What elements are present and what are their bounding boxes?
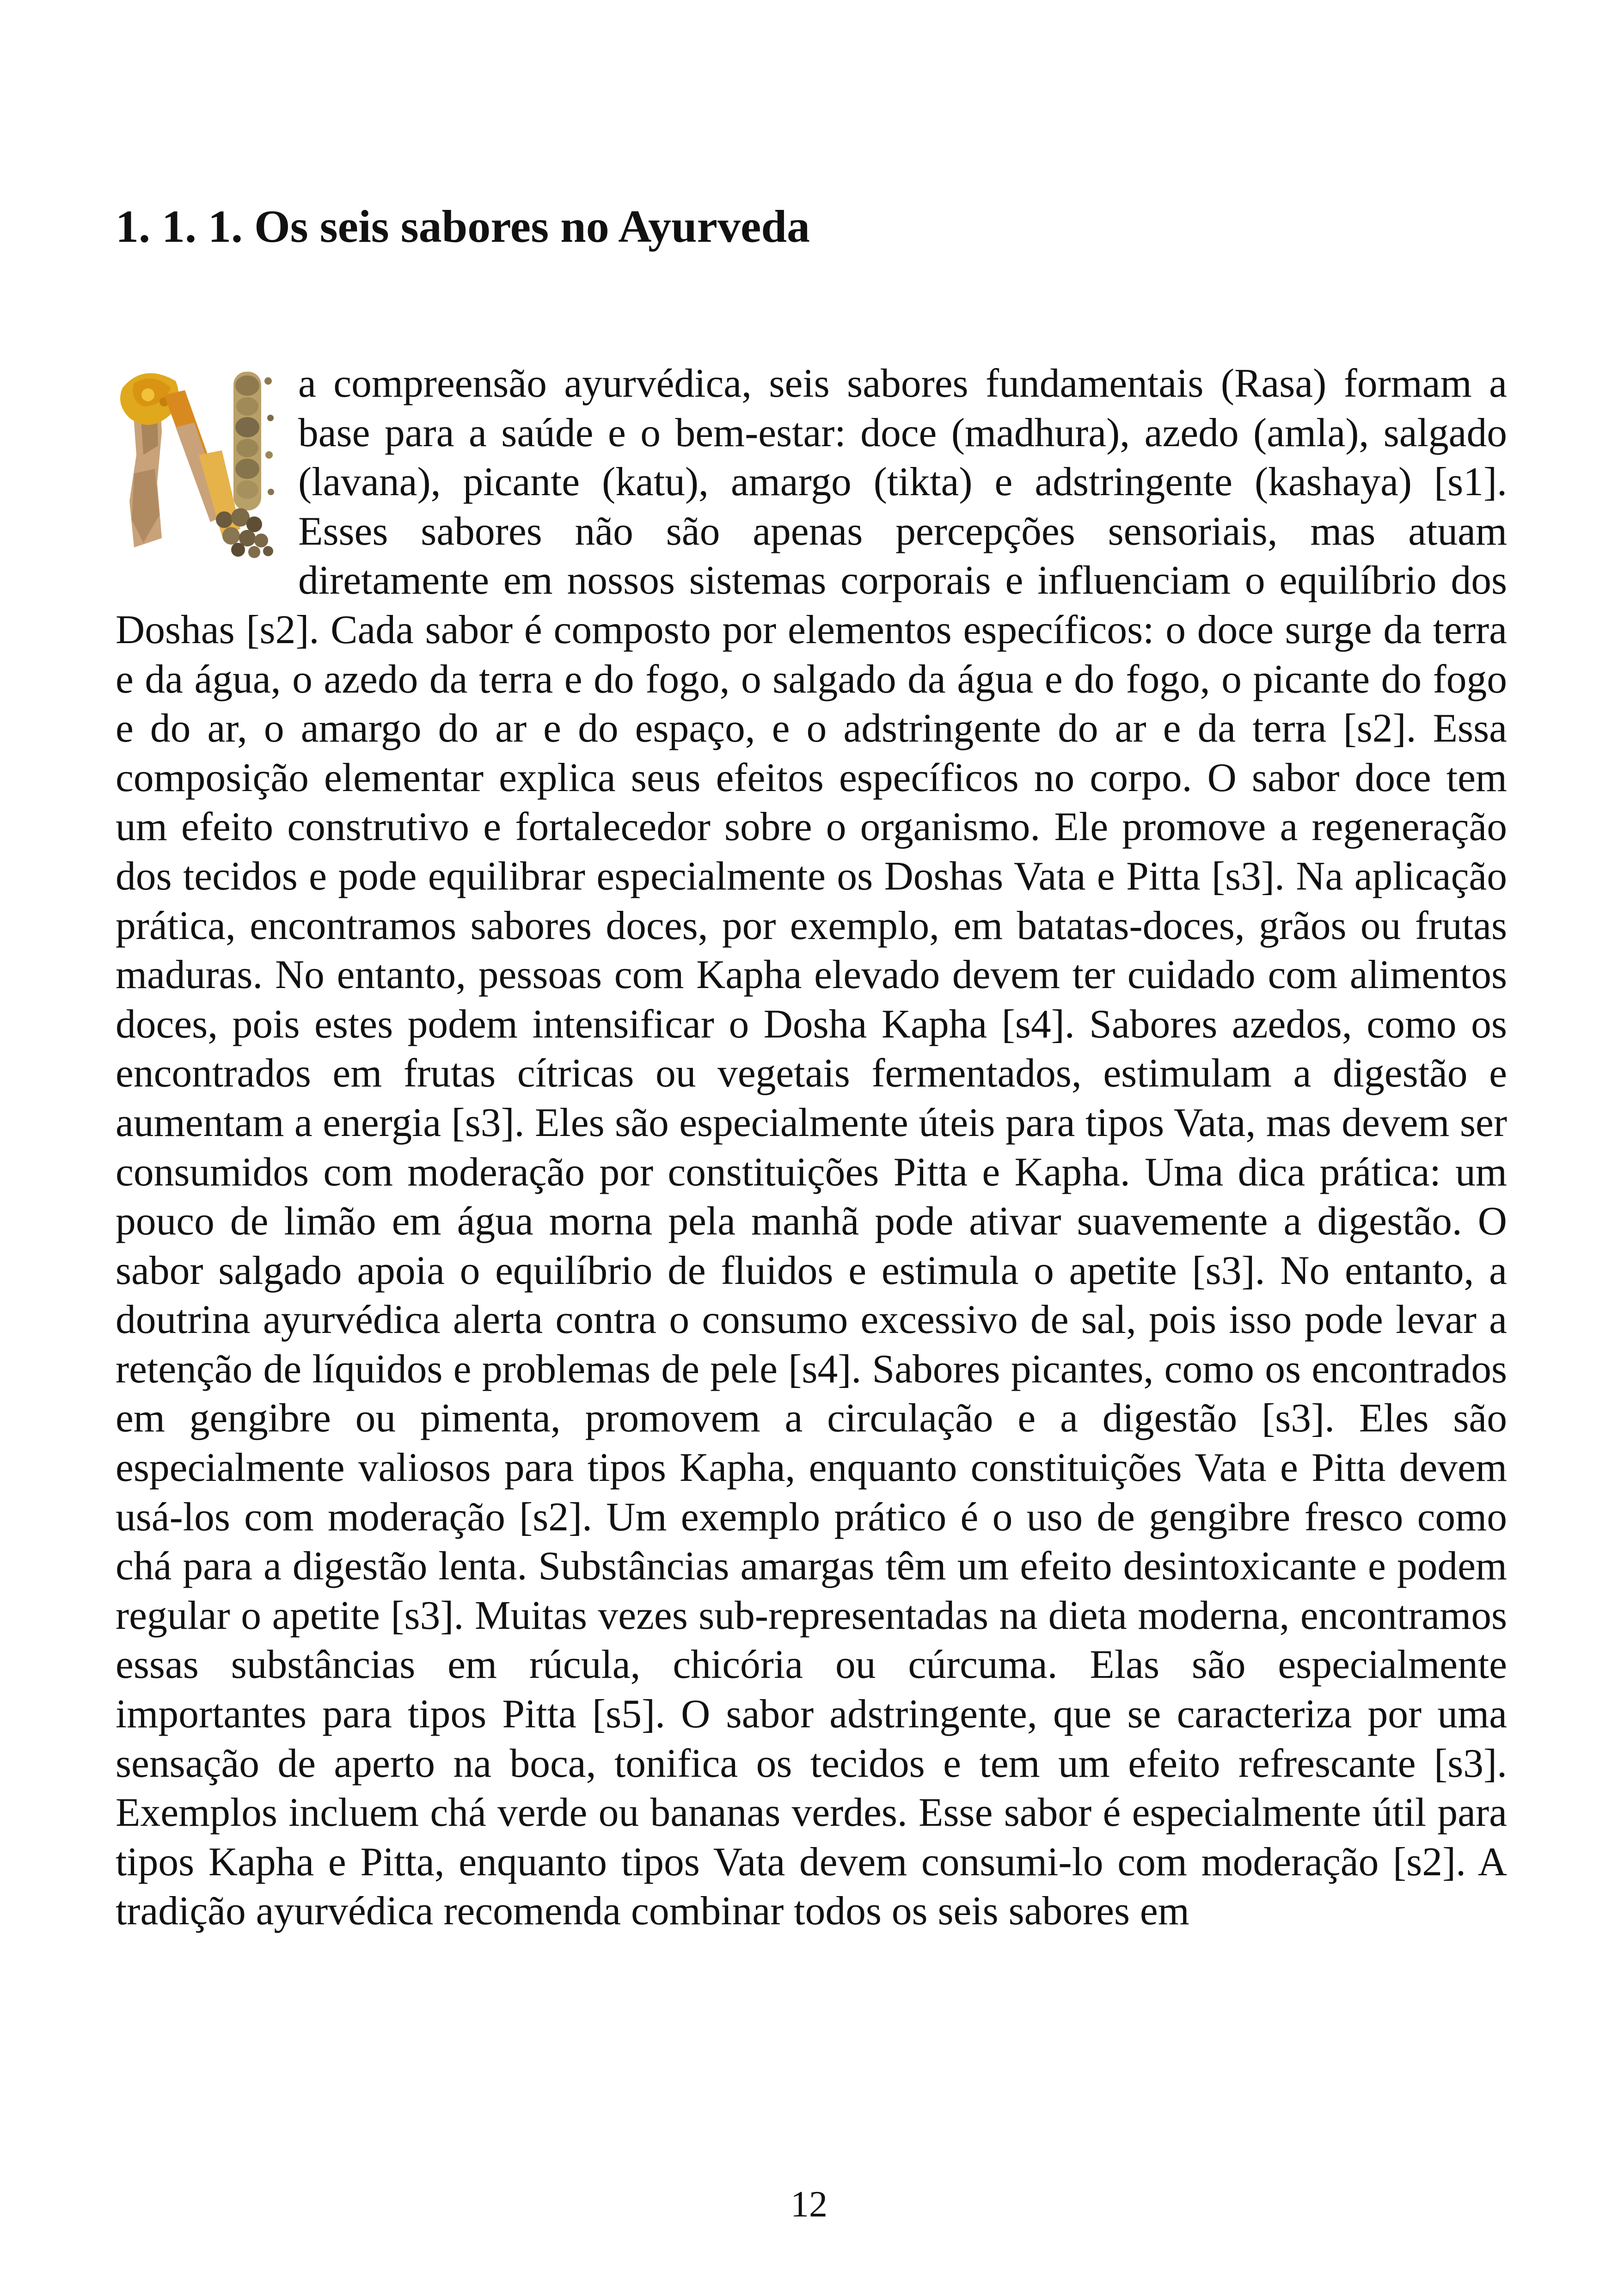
body-paragraph-text: a compreensão ayurvédica, seis sabores fundamentais (Rasa) formam a base para a saúde e o bem-estar: doce (madhura), azedo (amla), salgado (lavana), picante (katu), amargo (tikta) e adstringente (kashaya) [s1]. Esses sabores não são apenas percepções sensoriais, mas atuam diretamente em nossos sistemas corporais e influenciam o equilíbrio dos Doshas [s2]. Cada sabor é composto por elementos específicos: o doce surge da terra e da água, o azedo da terra e do fogo, o salgado da água e do fogo, o picante do fogo e do ar, o amargo do ar e do espaço, e o adstringente do ar e da terra [s2]. Essa composição elementar explica seus efeitos específicos no corpo. O sabor doce tem um efeito construtivo e fortalecedor sobre o organismo. Ele promove a regeneração dos tecidos e pode equilibrar especialmente os Doshas Vata e Pitta [s3]. Na aplicação prática, encontramos sabores doces, por exemplo, em batatas-doces, grãos ou frutas maduras. No entanto, pessoas com Kapha elevado devem ter cuidado com alimentos doces, pois estes podem intensificar o Dosha Kapha [s4]. Sabores azedos, como os encontrados em frutas cítricas ou vegetais fermentados, estimulam a digestão e aumentam a energia [s3]. Eles são especialmente úteis para tipos Vata, mas devem ser consumidos com moderação por constituições Pitta e Kapha. Uma dica prática: um pouco de limão em água morna pela manhã pode ativar suavemente a digestão. O sabor salgado apoia o equilíbrio de fluidos e estimula o apetite [s3]. No entanto, a doutrina ayurvédica alerta contra o consumo excessivo de sal, pois isso pode levar a retenção de líquidos e problemas de pele [s4]. Sabores picantes, como os encontrados em gengibre ou pimenta, promovem a circulação e a digestão [s3]. Eles são especialmente valiosos para tipos Kapha, enquanto constituições Vata e Pitta devem usá-los com moderação [s2]. Um exemplo prático é o uso de gengibre fresco como chá para a digestão lenta. Substâncias amargas têm um efeito desintoxicante e podem regular o apetite [s3]. Muitas vezes sub-representadas na dieta moderna, encontramos essas substâncias em rúcula, chicória ou cúrcuma. Elas são especialmente importantes para tipos Pitta [s5]. O sabor adstringente, que se caracteriza por uma sensação de aperto na boca, tonifica os tecidos e tem um efeito refrescante [s3]. Exemplos incluem chá verde ou bananas verdes. Esse sabor é especialmente útil para tipos Kapha e Pitta, enquanto tipos Vata devem consumi-lo com moderação [s2]. A tradição ayurvédica recomenda combinar todos os seis sabores em — [116, 361, 1507, 1934]
spice-illustrated-letter-n-icon — [116, 362, 277, 559]
page-number: 12 — [791, 2184, 827, 2225]
body-paragraph — [116, 359, 1507, 1936]
section-heading: 1. 1. 1. Os seis sabores no Ayurveda — [116, 201, 810, 252]
